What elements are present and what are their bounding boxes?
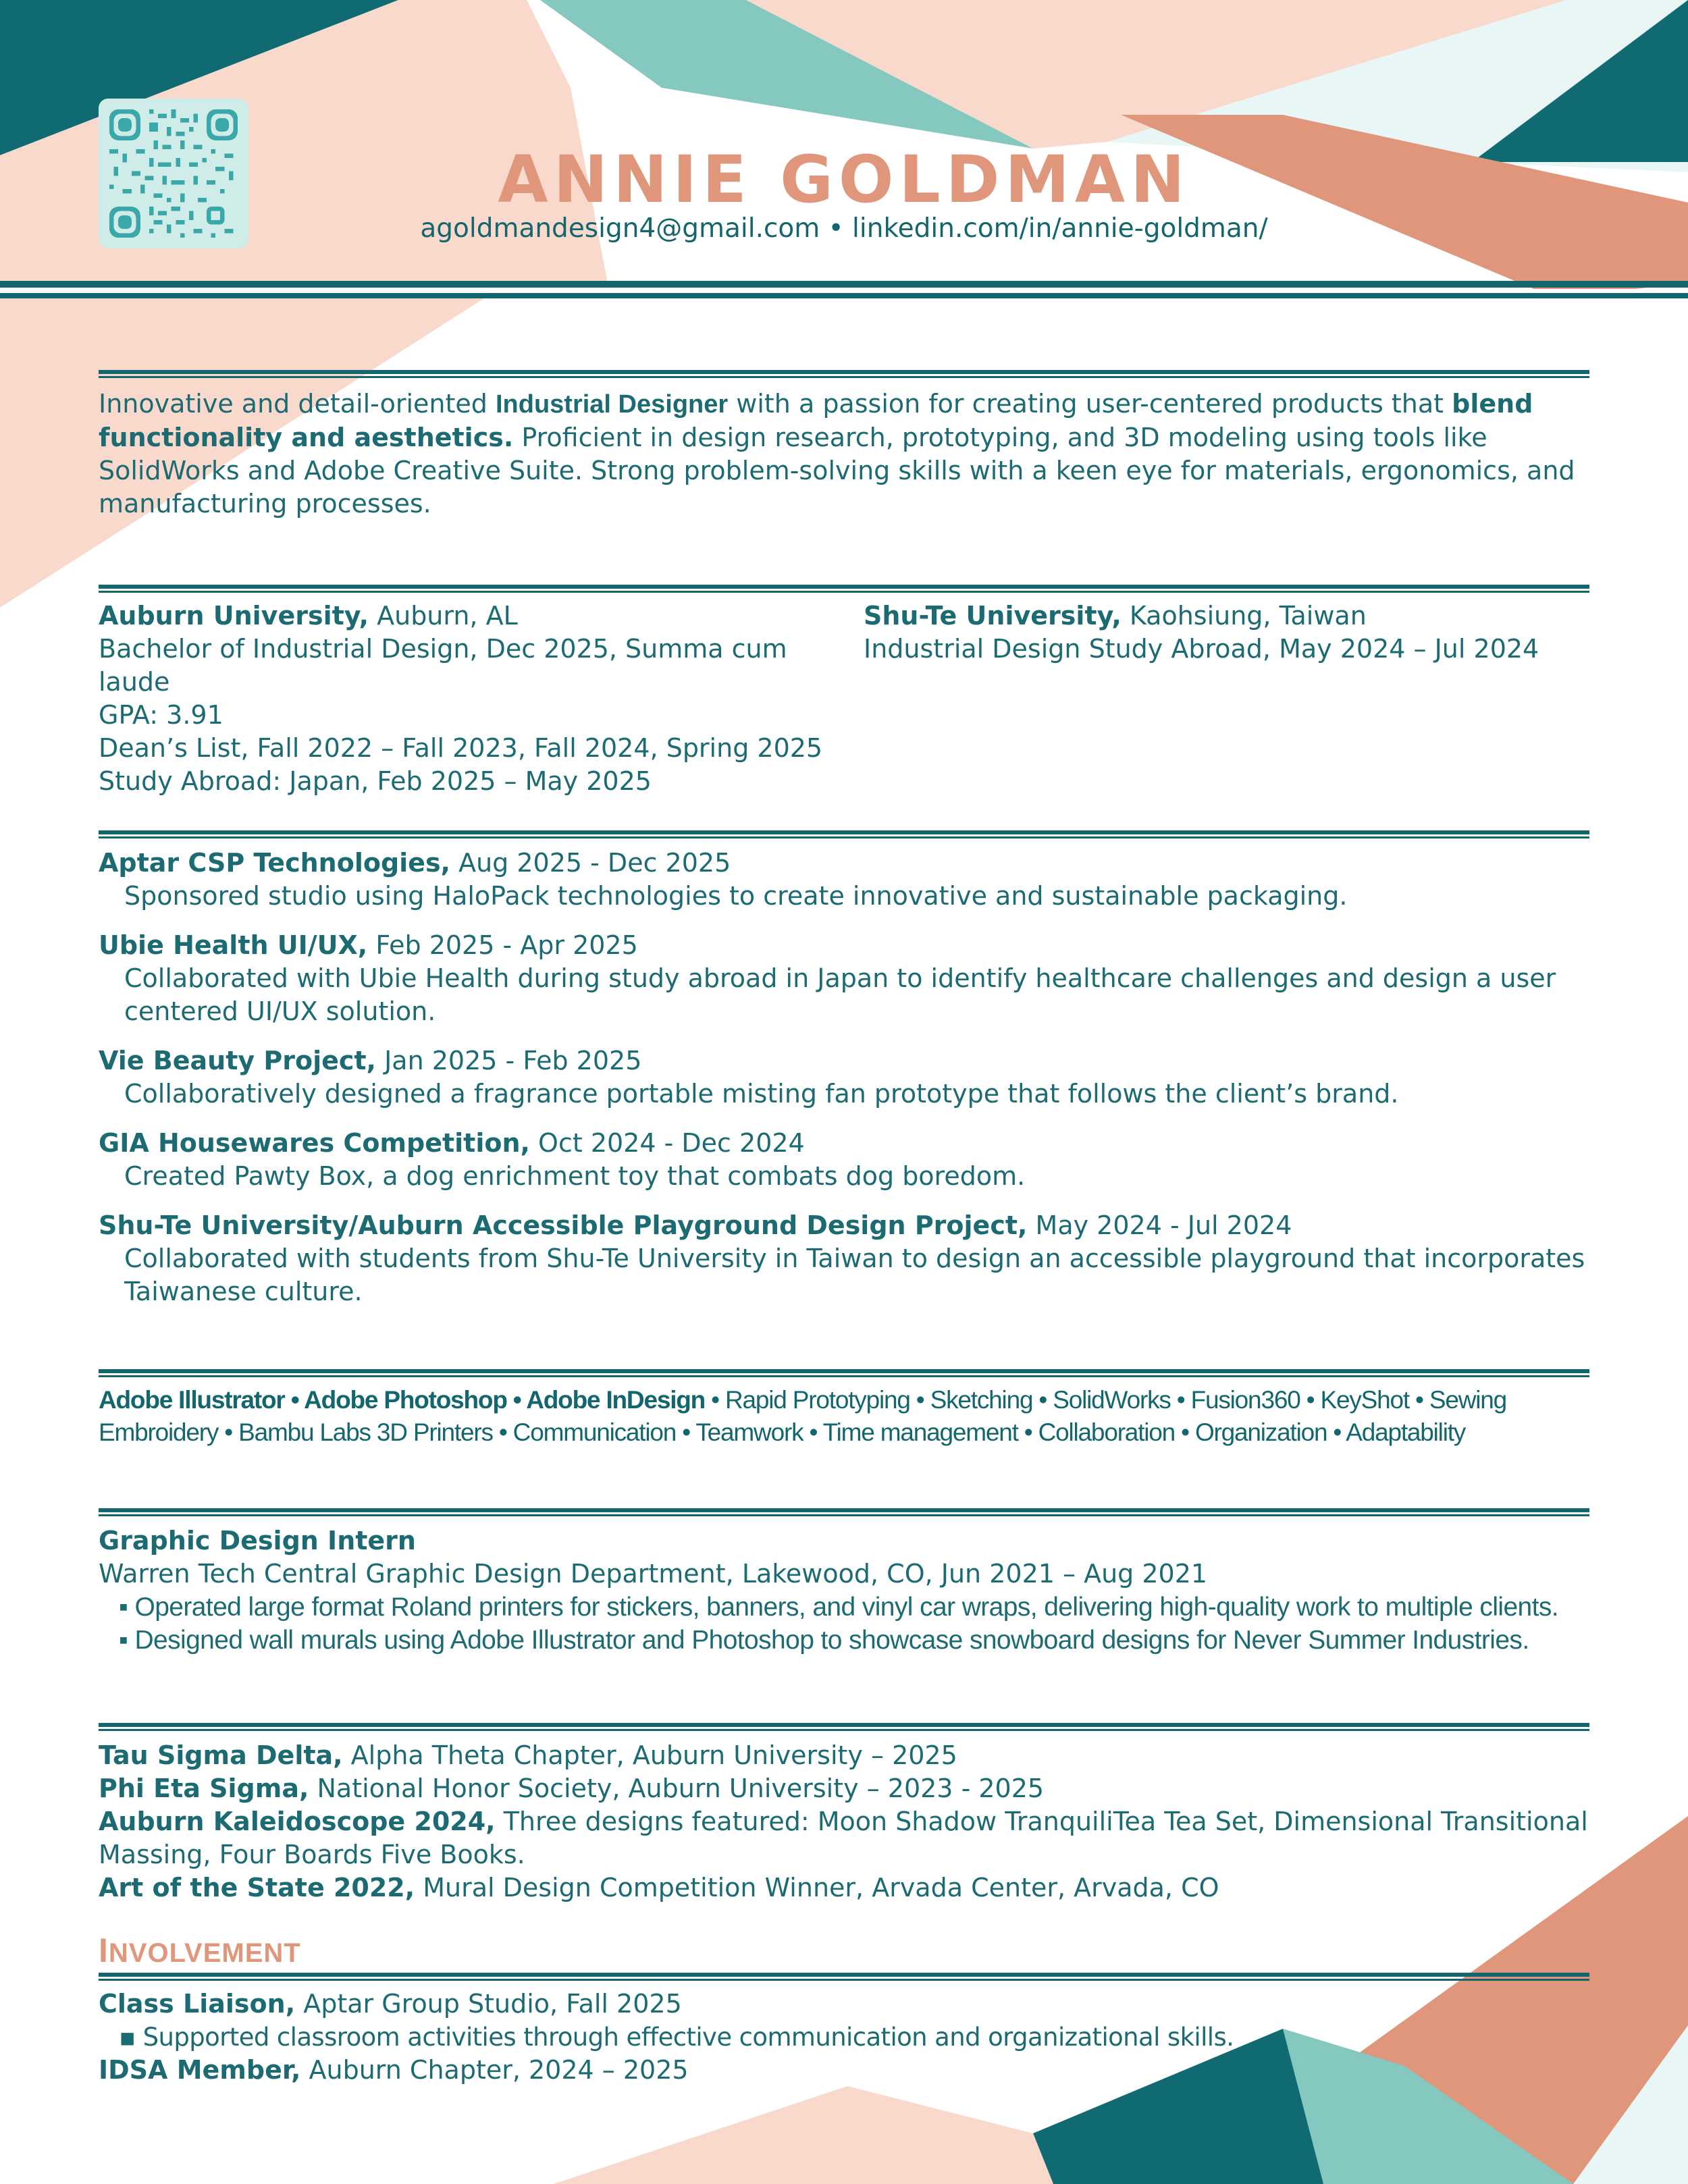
project-title: GIA Housewares Competition, <box>99 1128 530 1158</box>
education-divider <box>99 585 1589 593</box>
project-entry <box>99 847 1591 913</box>
edu-location-auburn: Auburn, AL <box>369 601 518 631</box>
honor-text: National Honor Society, Auburn University – 2023 - 2025 <box>309 1774 1045 1803</box>
honor-item <box>99 1805 1591 1871</box>
skills-list <box>99 1384 1591 1449</box>
involvement-title: Class Liaison, <box>99 1989 296 2019</box>
summary-text-3: Proficient in design research, prototyping, and 3D modeling using tools like SolidWorks and Adobe Creative Suite. Strong problem-solving skills with a keen eye for materials, ergonomics, and manufacturing processes. <box>99 423 1575 518</box>
project-desc: Created Pawty Box, a dog enrichment toy that combats dog boredom. <box>124 1161 1026 1191</box>
candidate-name: ANNIE GOLDMAN <box>498 142 1190 217</box>
skills-line-2: Embroidery • Bambu Labs 3D Printers • Communication • Teamwork • Time management • Collaboration • Organization • Adaptability <box>99 1418 1466 1446</box>
involvement-divider <box>99 1973 1589 1981</box>
honors-list <box>99 1739 1591 1905</box>
project-title: Shu-Te University/Auburn Accessible Playground Design Project, <box>99 1210 1028 1240</box>
project-entry <box>99 1127 1591 1193</box>
job-bullet: ▪ Operated large format Roland printers for stickers, banners, and vinyl car wraps, delivering high-quality work to multiple clients. <box>119 1593 1559 1622</box>
project-date: Jan 2025 - Feb 2025 <box>376 1046 642 1075</box>
involvement-list <box>99 1988 1591 2087</box>
skills-line-1: • Rapid Prototyping • Sketching • SolidWorks • Fusion360 • KeyShot • Sewing <box>705 1386 1507 1414</box>
honor-text: Mural Design Competition Winner, Arvada Center, Arvada, CO <box>415 1873 1219 1902</box>
edu-school-auburn: Auburn University, <box>99 601 369 631</box>
experience-block <box>99 1524 1591 1657</box>
involvement-heading-rest: NVOLVEMENT <box>108 1938 301 1968</box>
projects-divider <box>99 830 1589 838</box>
skills-divider <box>99 1369 1589 1377</box>
involvement-heading <box>99 1931 301 1970</box>
project-desc: Collaborated with students from Shu-Te University in Taiwan to design an accessible playground that incorporates Taiwanese culture. <box>124 1244 1585 1306</box>
project-date: May 2024 - Jul 2024 <box>1027 1210 1292 1240</box>
header-rule-bottom <box>0 293 1688 298</box>
project-desc: Sponsored studio using HaloPack technologies to create innovative and sustainable packaging. <box>124 881 1348 911</box>
involvement-item <box>99 2054 1591 2087</box>
project-title: Ubie Health UI/UX, <box>99 930 368 960</box>
edu-line: Study Abroad: Japan, Feb 2025 – May 2025 <box>99 766 652 796</box>
project-title: Vie Beauty Project, <box>99 1046 376 1075</box>
summary-paragraph <box>99 388 1591 521</box>
project-date: Aug 2025 - Dec 2025 <box>450 848 731 878</box>
involvement-heading-initial: I <box>99 1932 109 1969</box>
project-entry <box>99 1044 1591 1111</box>
education-left <box>99 600 855 798</box>
header-rule-top <box>0 281 1688 288</box>
involvement-title: IDSA Member, <box>99 2055 301 2085</box>
project-entry <box>99 929 1591 1028</box>
involvement-bullet: ▪ Supported classroom activities through effective communication and organizational skills. <box>119 2023 1234 2052</box>
project-entry <box>99 1209 1591 1308</box>
honor-item <box>99 1871 1591 1905</box>
involvement-item <box>99 1988 1591 2021</box>
job-bullet: ▪ Designed wall murals using Adobe Illustrator and Photoshop to showcase snowboard designs for Never Summer Industries. <box>119 1626 1529 1655</box>
job-title: Graphic Design Intern <box>99 1526 416 1555</box>
job-org: Warren Tech Central Graphic Design Department, Lakewood, CO, Jun 2021 – Aug 2021 <box>99 1559 1208 1589</box>
honor-title: Auburn Kaleidoscope 2024, <box>99 1807 496 1836</box>
edu-school-shute: Shu-Te University, <box>864 601 1122 631</box>
honor-title: Art of the State 2022, <box>99 1873 415 1902</box>
honor-title: Tau Sigma Delta, <box>99 1740 343 1770</box>
summary-text-1: Innovative and detail-oriented <box>99 389 496 419</box>
summary-divider <box>99 370 1589 378</box>
contact-line: agoldmandesign4@gmail.com • linkedin.com/in/annie-goldman/ <box>420 213 1268 244</box>
honor-item <box>99 1772 1591 1805</box>
edu-line: GPA: 3.91 <box>99 700 223 730</box>
edu-line: Dean’s List, Fall 2022 – Fall 2023, Fall 2024, Spring 2025 <box>99 733 823 763</box>
edu-line: Bachelor of Industrial Design, Dec 2025, Summa cum laude <box>99 634 787 697</box>
experience-divider <box>99 1508 1589 1516</box>
project-date: Oct 2024 - Dec 2024 <box>529 1128 805 1158</box>
honor-text: Alpha Theta Chapter, Auburn University – 2025 <box>342 1740 957 1770</box>
honor-text: Three designs featured: Moon Shadow TranquiliTea Tea Set, Dimensional Transitional Massing, Four Boards Five Books. <box>99 1807 1588 1869</box>
involvement-text: Auburn Chapter, 2024 – 2025 <box>300 2055 689 2085</box>
edu-location-shute: Kaohsiung, Taiwan <box>1121 601 1367 631</box>
education-right <box>864 600 1593 666</box>
summary-bold-role: Industrial Designer <box>495 390 729 419</box>
summary-bold-phrase: blend functionality and aesthetics. <box>99 389 1533 452</box>
edu-line: Industrial Design Study Abroad, May 2024 – Jul 2024 <box>864 634 1539 664</box>
summary-text-2: with a passion for creating user-centered products that <box>728 389 1452 419</box>
project-date: Feb 2025 - Apr 2025 <box>367 930 638 960</box>
project-desc: Collaborated with Ubie Health during study abroad in Japan to identify healthcare challenges and design a user centered UI/UX solution. <box>124 963 1556 1026</box>
honor-title: Phi Eta Sigma, <box>99 1774 309 1803</box>
involvement-text: Aptar Group Studio, Fall 2025 <box>295 1989 682 2019</box>
skills-bold: Adobe Illustrator • Adobe Photoshop • Adobe InDesign <box>99 1386 706 1414</box>
project-desc: Collaboratively designed a fragrance portable misting fan prototype that follows the client’s brand. <box>124 1079 1399 1109</box>
project-title: Aptar CSP Technologies, <box>99 848 450 878</box>
honor-item <box>99 1739 1591 1772</box>
projects-list <box>99 847 1591 1325</box>
honors-divider <box>99 1723 1589 1731</box>
